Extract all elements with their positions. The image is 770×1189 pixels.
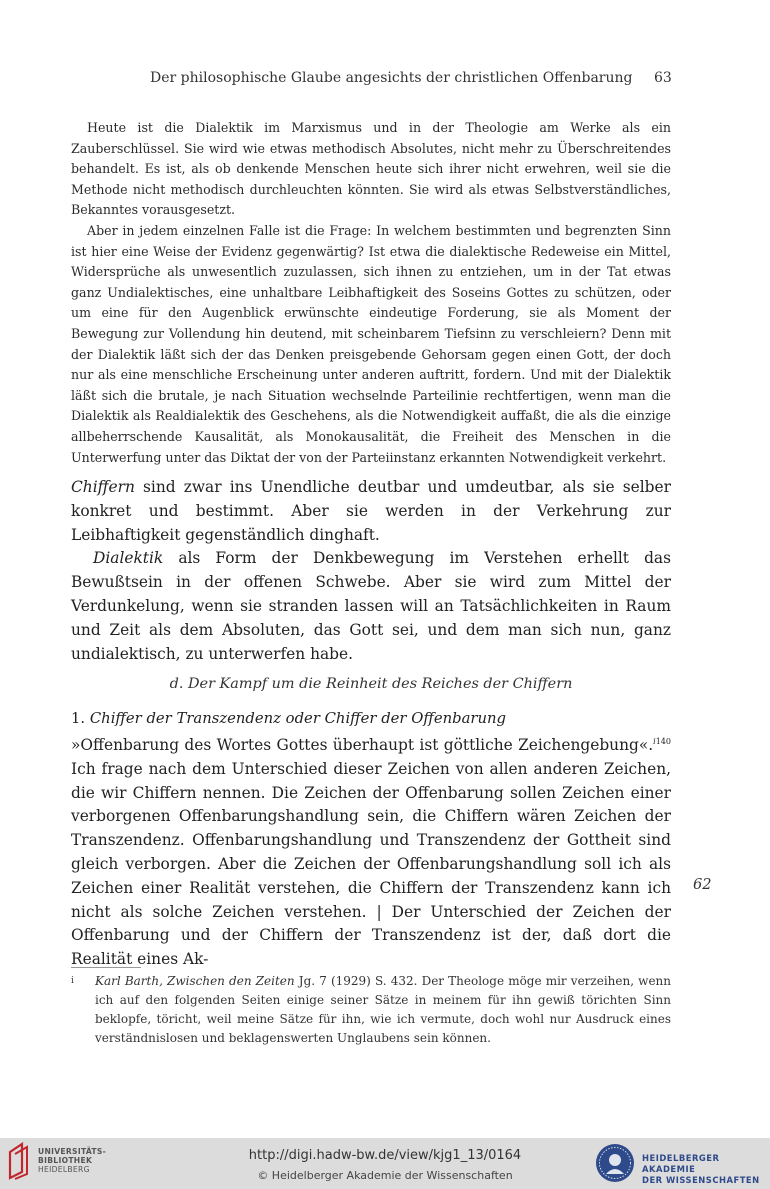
footnote-mark: i [71, 976, 74, 986]
footnote-divider [71, 967, 141, 968]
paragraph-dialektik-marxismus: Heute ist die Dialektik im Marxismus und in der Theologie am Werke als ein Zauberschlüssel. Sie wird wie etwas methodisch Absolutes, nicht mehr zu Überschreitendes behandelt. Es ist, als ob denkende Menschen heute sich ihrer nicht erwehren, weil sie die Methode nicht methodisch durchleuchten könnten. Sie wird als etwas Selbstverständliches, Bekanntes vorausgesetzt. [71, 120, 671, 218]
academy-name[interactable]: HEIDELBERGER AKADEMIE DER WISSENSCHAFTEN [642, 1153, 760, 1185]
page-number: 63 [654, 70, 672, 86]
term-dialektik: Dialektik [93, 549, 164, 568]
running-header-title: Der philosophische Glaube angesichts der christlichen Offenbarung [150, 70, 633, 86]
section-heading: d. Der Kampf um die Reinheit des Reiches der Chiffern [169, 676, 573, 692]
academy-seal-icon[interactable] [594, 1142, 636, 1184]
margin-page-number: 62 [693, 876, 712, 893]
subsection-heading: 1. Chiffer der Transzendenz oder Chiffer der Offenbarung [71, 710, 506, 727]
paragraph-chiffern: Chiffern sind zwar ins Unendliche deutbar und umdeutbar, als sie selber konkret und bestimmt. Aber sie werden in der Verkehrung zur Leibhaftigkeit gegenständlich dinghaft. [71, 478, 671, 544]
term-chiffern: Chiffern [71, 478, 135, 496]
footnote-text: Karl Barth, Zwischen den Zeiten Jg. 7 (1929) S. 432. Der Theologe möge mir verzeihen, wenn ich auf den folgenden Seiten einige seiner Sätze in meinem für ihn gewiß törichten Sinn beklopfe, töricht, weil meine Sätze für ihn, wie ich vermute, doch wohl nur Ausdruck eines verständnislosen und beklagenswerten Unglaubens sein können. [95, 974, 671, 1045]
viewer-footer-bar [0, 1138, 770, 1189]
barth-quote: »Offenbarung des Wortes Gottes überhaupt ist göttliche Zeichengebung«. [71, 736, 654, 754]
permalink-url[interactable]: http://digi.hadw-bw.de/view/kjg1_13/0164 [248, 1148, 522, 1163]
footnote [71, 972, 671, 1048]
library-name[interactable]: UNIVERSITÄTS- BIBLIOTHEK HEIDELBERG [38, 1147, 107, 1174]
paragraph-offenbarung: »Offenbarung des Wortes Gottes überhaupt ist göttliche Zeichengebung«.$^{i140}$ Ich frage nach dem Unterschied dieser Zeichen von allen anderen Zeichen, die wir Chiffern nennen. Die Zeichen der Offenbarung sollen Zeichen einer verborgenen Offenbarungshandlung sein, die Chiffern wären Zeichen der Transzendenz. Offenbarungshandlung und Transzendenz der Gottheit sind gleich verborgen. Aber die Zeichen der Offenbarungshandlung soll ich als Zeichen einer Realität verstehen, die Chiffern der Transzendenz kann ich nicht als solche Zeichen verstehen. | Der Unterschied der Zeichen der Offenbarung und der Chiffern der Transzendenz ist der, daß dort die Realität eines Ak- [71, 736, 671, 969]
footnote-source: Karl Barth, Zwischen den Zeiten [95, 974, 295, 988]
footnote-reference[interactable]: i140 [653, 736, 671, 746]
copyright-notice: © Heidelberger Akademie der Wissenschaften [257, 1169, 513, 1182]
paragraph-dialektik: Dialektik als Form der Denkbewegung im Verstehen erhellt das Bewußtsein in der offenen Schwebe. Aber sie wird zum Mittel der Verdunkelung, wenn sie stranden lassen will an Tatsächlichkeiten in Raum und Zeit als dem Absoluten, das Gott sei, und dem man sich nun, ganz undialektisch, zu unterwerfen habe. [71, 549, 671, 663]
paragraph-dialektik-frage: Aber in jedem einzelnen Falle ist die Frage: In welchem bestimmten und begrenzten Sinn ist hier eine Weise der Evidenz gegenwärtig? Ist etwa die dialektische Redeweise ein Mittel, Widersprüche als unwesentlich zuzulassen, sich ihnen zu entziehen, um in der Tat etwas ganz Undialektisches, eine unhaltbare Leibhaftigkeit des Soseins Gottes zu schützen, oder um eine für den Augenblick erwünschte eindeutige Forderung, sie als Moment der Bewegung zur Vollendung hin deutend, mit scheinbarem Tiefsinn zu verschleiern? Denn mit der Dialektik läßt sich der das Denken preisgebende Gehorsam gegen einen Gott, der doch nur als eine menschliche Erscheinung unter anderen auftritt, fordern. Und mit der Dialektik läßt sich die brutale, je nach Situation wechselnde Parteilinie rechtfertigen, wenn man die Dialektik als Realdialektik des Geschehens, als die Notwendigkeit auffaßt, die als die einzige allbeherrschende Kausalität, als Monokausalität, die Freiheit des Menschen in die Unterwerfung unter das Diktat der von der Parteiinstanz erkannten Notwendigkeit verkehrt. [71, 222, 671, 465]
main-text-block-2 [71, 734, 671, 972]
small-print-block [71, 118, 671, 468]
main-text-block-1 [71, 476, 671, 666]
